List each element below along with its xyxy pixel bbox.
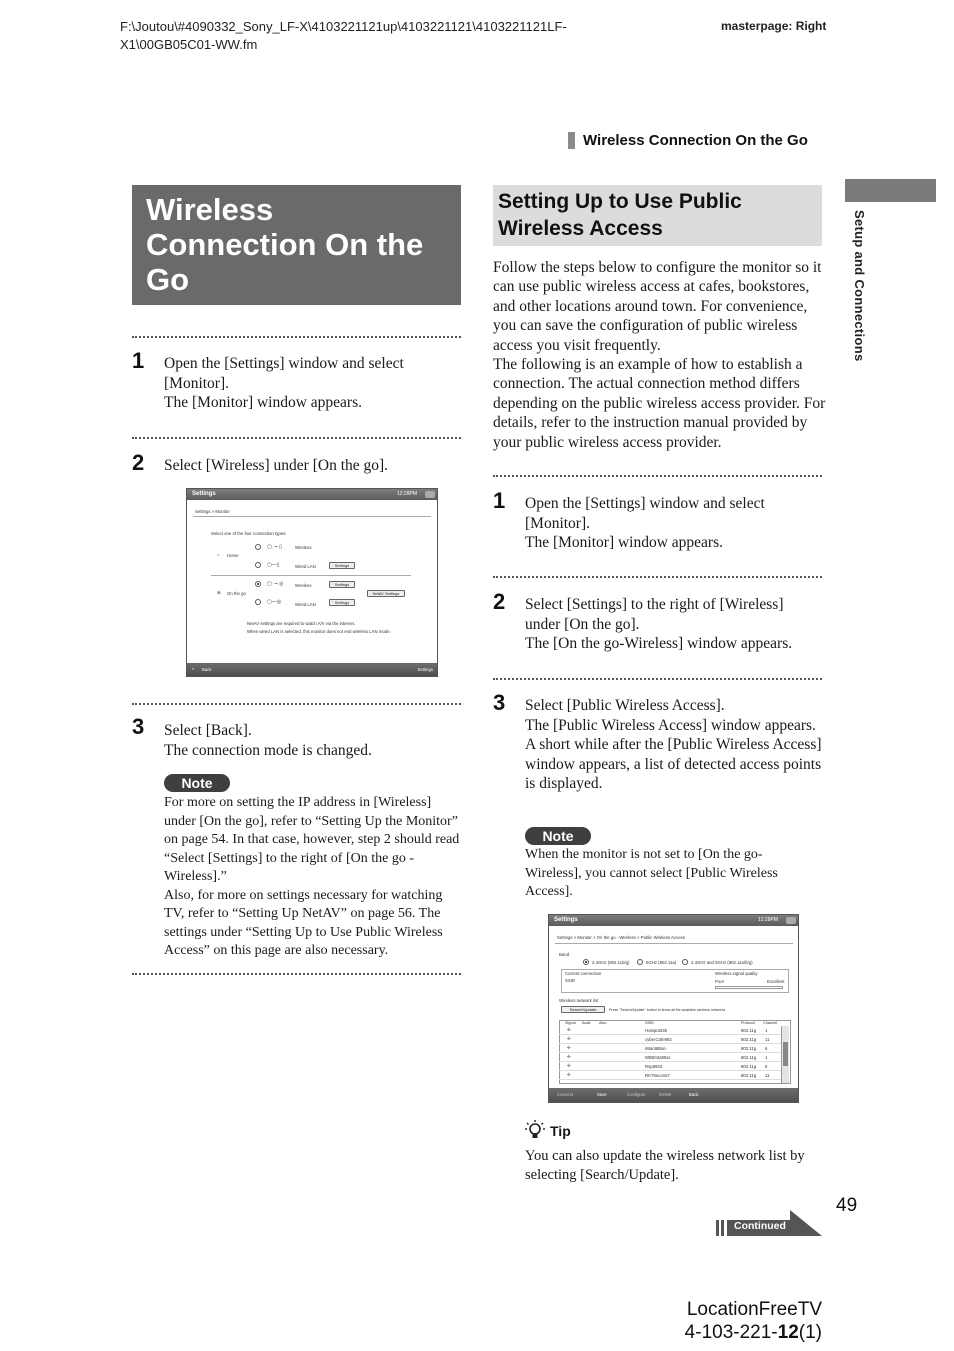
radio-home-wireless[interactable] [255,544,261,550]
left-step-1 [164,354,460,413]
row-protocol: 802.11g [741,1037,757,1042]
dotted-divider [493,475,822,477]
dotted-divider [132,336,461,338]
chapter-title-box [132,185,461,305]
row-protocol: 802.11g [741,1064,757,1069]
search-update-button[interactable]: Search/Update [561,1006,605,1013]
code-prefix: 4-103-221- [684,1322,778,1343]
right-step-1 [525,494,822,553]
tip-heading [525,1120,571,1142]
excellent-label: Excellent [767,979,785,984]
monitor-settings-screenshot [186,488,438,677]
right-note-text: When the monitor is not set to [On the go-Wireless], you cannot select [Public Wireless Access]. [525,847,778,899]
screenshot-titlebar-button [786,917,796,924]
file-path: F:\Joutou\#4090332_Sony_LF-X\4103221121up\4103221121\4103221121LF-X1\00GB05C01-WW.fm [120,19,567,52]
back-button[interactable]: Back [689,1092,699,1097]
back-button[interactable]: Back [202,667,212,672]
band-label: Band [559,952,570,957]
right-step-1-text: Open the [Settings] window and select [Monitor]. [525,495,765,532]
running-head-bar [568,132,575,149]
dotted-divider [132,973,461,975]
screenshot-breadcrumb: Settings > Monitor [195,509,230,514]
home-wired-label: Wired LAN [295,564,316,569]
row-ssid: Hotspot335 [645,1028,667,1033]
right-step-1-number: 1 [493,488,506,513]
continued-banner [716,1210,822,1238]
signal-icon: ✢ [567,1072,571,1077]
home-wireless-label: Wireless [295,545,312,550]
signal-bar [715,986,783,989]
band-option-24: 2.4GHz (802.11b/g) [592,960,630,965]
right-step-1-result: The [Monitor] window appears. [525,534,724,551]
running-head-text: Wireless Connection On the Go [583,132,808,149]
home-icon: ⌂ [217,552,220,557]
home-label: Home [227,553,239,558]
code-bold: 12 [777,1322,799,1343]
configure-button[interactable]: Configure [627,1092,646,1097]
row-ssid: RK79econ57 [645,1073,670,1078]
dotted-divider [132,437,461,439]
ssid-label: SSID [565,978,576,983]
running-head [568,132,808,149]
row-ssid: cyberCafe982 [645,1037,672,1042]
footer [660,1298,822,1344]
screenshot-time: 12:28PM [757,917,778,923]
right-step-3-result: The [Public Wireless Access] window appears. [525,716,816,734]
row-protocol: 802.11g [741,1073,757,1078]
col-avail: Avail. [582,1021,592,1025]
band-option-both: 2.4GHz and 5GHz (802.11a/b/g) [691,960,753,965]
col-signal: Signal [565,1021,576,1025]
screenshot-titlebar [549,915,798,926]
signal-quality-label: Wireless signal quality [715,971,758,976]
side-tab-bar [845,179,936,202]
row-channel: 11 [765,1073,770,1078]
onthego-wired-settings-button[interactable]: Settings [329,599,355,606]
screenshot-time: 12:28PM [396,491,417,497]
search-hint: Press "Search/Update" button to show all the available wireless networks. [609,1008,727,1012]
radio-onthego-wireless[interactable] [255,581,261,587]
intro-text [493,258,826,452]
band-radio-24[interactable] [583,959,589,965]
right-step-3 [525,696,822,794]
side-tab-text: Setup and Connections [852,210,867,362]
signal-icon: ✢ [567,1036,571,1041]
left-step-2-number: 2 [132,450,145,475]
public-wireless-screenshot [548,914,799,1103]
wired-icon: ▢—◎ [267,599,282,605]
row-protocol: 802.11g [741,1028,757,1033]
wired-icon: ▢—▯ [267,562,280,568]
signal-icon: ✢ [567,1045,571,1050]
back-icon[interactable]: ◐ [192,666,195,671]
screenshot-titlebar [187,489,437,500]
section-heading: Setting Up to Use Public Wireless Access [498,190,742,240]
table-row[interactable] [559,1053,781,1062]
row-channel: 1 [765,1055,768,1060]
right-step-2 [525,595,822,654]
table-row[interactable] [559,1044,781,1053]
product-name: LocationFreeTV [686,1299,822,1320]
signal-icon: ✢ [567,1054,571,1059]
signal-icon: ✢ [567,1063,571,1068]
band-radio-both[interactable] [682,959,688,965]
note-badge: Note [525,827,591,845]
screenshot-title: Settings [554,917,578,923]
scrollbar-thumb[interactable] [783,1042,788,1066]
row-ssid: Rsp8920 [645,1064,663,1069]
chapter-title: Wireless Connection On the Go [146,192,424,297]
save-button[interactable]: Save [597,1092,607,1097]
code-suffix: (1) [798,1322,822,1343]
right-step-3-text: Select [Public Wireless Access]. [525,697,725,714]
dotted-divider [493,678,822,680]
left-note-paragraph-2: Also, for more on settings necessary for watching TV, refer to “Setting Up NetAV” on page 56. The settings under “Setting Up to Use Public Wireless Access” on this page are also necessary. [164,887,443,958]
row-channel: 6 [765,1046,768,1051]
left-step-1-text: Open the [Settings] window and select [Monitor]. [164,355,404,392]
table-row[interactable] [559,1035,781,1044]
col-protocol: Protocol [741,1021,755,1025]
left-note-paragraph-1: For more on setting the IP address in [Wireless] under [On the go], refer to “Setting Up the Monitor” on page 54. In that case, however, step 2 should read “Select [Settings] to the right of [On the go - Wireless].” [164,795,460,884]
divider [555,943,793,944]
onthego-wireless-label: Wireless [295,583,312,588]
left-step-3-result: The connection mode is changed. [164,741,372,759]
intro-paragraph-1: Follow the steps below to configure the monitor so it can use public wireless access at cafes, bookstores, and other locations around town. For convenience, you can save the configuration of public wireless access you visit frequently. [493,259,822,354]
wireless-icon: ▢ ·⌁ ▯ [267,544,282,550]
product-code [660,1321,822,1344]
screenshot-bottombar [187,663,437,676]
screenshot-bottombar [549,1088,798,1102]
bottom-settings-button[interactable]: Settings [417,667,433,672]
row-ssid: iWant6Ban [645,1046,666,1051]
right-step-2-text: Select [Settings] to the right of [Wireless] under [On the go]. [525,596,784,633]
signal-icon: ✢ [567,1027,571,1032]
band-option-5: 5GHz (802.11a) [646,960,677,965]
current-connection-label: Current connection [565,971,602,976]
col-ssid: SSID [645,1021,654,1025]
screenshot-titlebar-button [425,491,435,498]
page-number: 49 [836,1195,858,1216]
row-protocol: 802.11g [741,1055,757,1060]
tip-label: Tip [550,1123,571,1139]
band-radio-5[interactable] [637,959,643,965]
globe-icon: ⊕ [217,590,221,595]
table-scrollbar[interactable] [781,1026,789,1083]
right-step-2-result: The [On the go-Wireless] window appears. [525,635,793,652]
footnote-netav: NetAV settings are required to watch A/V via the internet. [247,621,356,626]
masterpage-label: masterpage: Right [721,19,827,33]
left-step-2-text: Select [Wireless] under [On the go]. [164,457,389,474]
intro-paragraph-2: The following is an example of how to establish a connection. The actual connection method differs depending on the public wireless access provider. For details, refer to the instruction manual provided by your public wireless access provider. [493,356,826,451]
left-step-3 [164,721,460,760]
left-step-1-number: 1 [132,348,145,373]
col-channel: Channel [763,1021,778,1025]
delete-button[interactable]: Delete [659,1092,672,1097]
lightbulb-icon [525,1120,545,1142]
continued-label: Continued [734,1220,786,1232]
screenshot-breadcrumb: Settings > Monitor > On the go - Wireless > Public Wireless Access [557,935,685,940]
onthego-label: On the go [227,591,246,596]
right-step-2-number: 2 [493,589,506,614]
section-heading-box [493,185,822,246]
dotted-divider [493,576,822,578]
netav-settings-button[interactable]: NetAV Settings [367,590,405,597]
connection-type-prompt: Select one of the four connection types: [211,531,287,536]
radio-home-wired[interactable] [255,562,261,568]
dotted-divider [132,703,461,705]
radio-onthego-wired[interactable] [255,599,261,605]
row-ssid: WB502a95ss [645,1055,671,1060]
onthego-wireless-settings-button[interactable]: Settings [329,581,355,588]
divider [211,575,411,576]
poor-label: Poor [715,979,725,984]
wireless-icon: ▢ ·⌁ ◎ [267,581,284,587]
note-badge: Note [164,774,230,792]
left-step-3-text: Select [Back]. [164,722,252,739]
table-row[interactable] [559,1071,781,1080]
screenshot-title: Settings [192,491,216,497]
network-list-label: Wireless network list [559,998,599,1003]
row-channel: 11 [765,1037,770,1042]
left-note [164,794,461,961]
row-protocol: 802.11g [741,1046,757,1051]
right-step-3-number: 3 [493,690,506,715]
left-step-3-number: 3 [132,714,145,739]
tip-text: You can also update the wireless network list by selecting [Search/Update]. [525,1148,805,1183]
left-step-1-result: The [Monitor] window appears. [164,394,363,411]
connect-button[interactable]: Connect [557,1092,574,1097]
table-row[interactable] [559,1062,781,1071]
row-channel: 1 [765,1028,768,1033]
right-step-3-result-2: A short while after the [Public Wireless Access] window appears, a list of detected access points is displayed. [525,736,822,792]
footnote-wired: When wired LAN is selected, this monitor does not end wireless LAN mode. [247,629,391,634]
table-row[interactable] [559,1026,781,1035]
col-also: Also [599,1021,607,1025]
home-wired-settings-button[interactable]: Settings [329,562,355,569]
row-channel: 6 [765,1064,768,1069]
divider [193,516,431,517]
onthego-wired-label: Wired LAN [295,602,316,607]
